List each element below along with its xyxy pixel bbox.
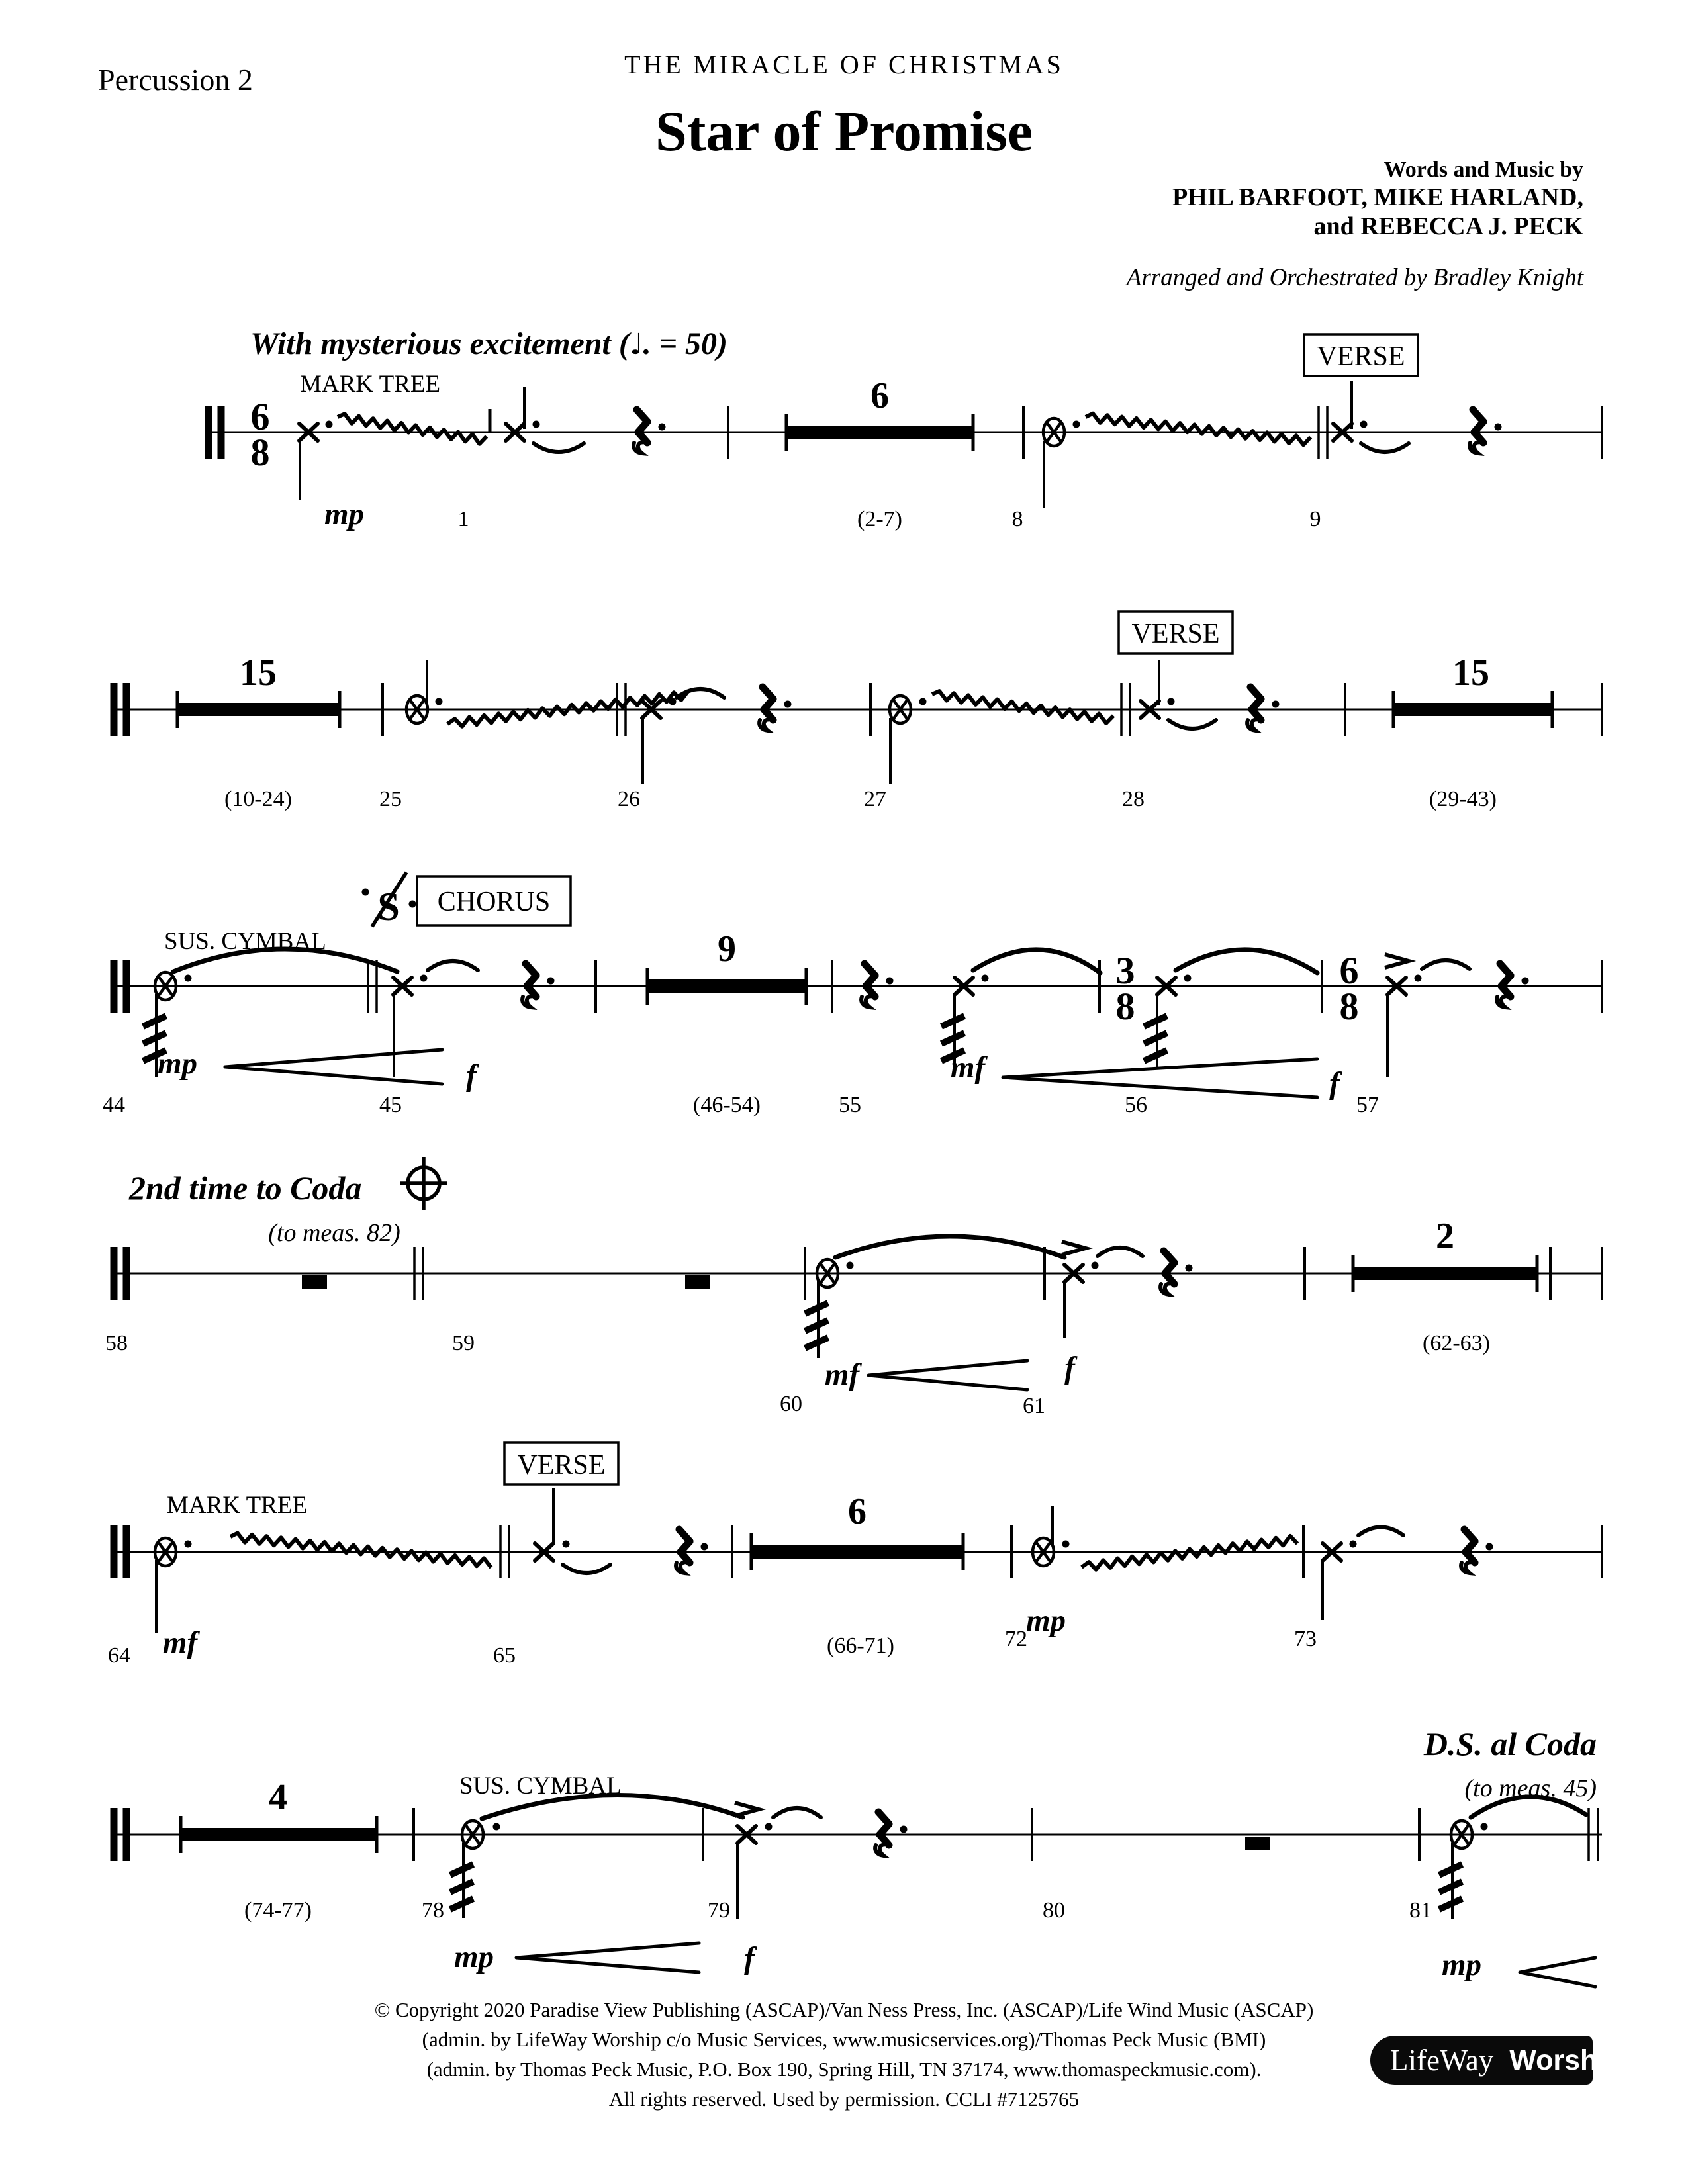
accent-mark [1062, 1242, 1086, 1255]
verse-label: VERSE [1317, 341, 1405, 372]
tremolo-slash [450, 1864, 473, 1875]
measure-58 [105, 1275, 327, 1355]
measure-number: 78 [422, 1898, 444, 1923]
measure-9 [1310, 381, 1502, 531]
crescendo-hairpin [1520, 1958, 1595, 1987]
multirest-bar [751, 1545, 963, 1559]
verse-label: VERSE [1131, 619, 1220, 649]
multirest-2-7 [786, 375, 973, 531]
roll-tie [973, 950, 1100, 973]
gliss-wavy-line [932, 691, 1113, 723]
copyright-line: (admin. by LifeWay Worship c/o Music Services, www.musicservices.org)/Thomas Peck Music (BMI) [422, 2028, 1266, 2051]
measure-number: 79 [708, 1898, 730, 1923]
multirest-count: 15 [240, 653, 277, 694]
second-time-to-coda: 2nd time to Coda [129, 1169, 362, 1206]
song-title: Star of Promise [655, 99, 1033, 163]
lv-tie [428, 961, 478, 970]
time-signature-top: 6 [250, 395, 270, 438]
augmentation-dot [493, 1823, 500, 1831]
measure-number: 60 [780, 1392, 802, 1416]
measure-number: 65 [493, 1643, 516, 1668]
quarter-note-icon: ♩ [629, 328, 643, 361]
logo-lifeway: LifeWay [1390, 2044, 1494, 2077]
lv-tie [1098, 1248, 1143, 1256]
measure-78 [422, 1795, 743, 1974]
instrument-label-sus-cymbal: SUS. CYMBAL [459, 1772, 622, 1799]
dynamic-mp: mp [324, 497, 365, 531]
dynamic-f: f [1064, 1351, 1075, 1385]
augmentation-dot [1092, 1262, 1099, 1269]
tempo-value: . = 50) [643, 326, 727, 361]
tremolo-slash [1439, 1899, 1462, 1909]
multirest-range: (10-24) [224, 787, 292, 811]
multirest-count: 6 [870, 375, 889, 416]
augmentation-dot [1481, 1823, 1488, 1831]
time-signature-bottom: 8 [1339, 985, 1359, 1028]
tremolo-slash [1439, 1864, 1462, 1875]
multirest-range: (29-43) [1429, 787, 1497, 811]
measure-number: 9 [1309, 507, 1321, 531]
augmentation-dot [982, 975, 989, 982]
lv-tie [1422, 960, 1470, 969]
system-1 [205, 334, 1602, 531]
roll-tie [835, 1236, 1064, 1257]
accent-mark [735, 1803, 759, 1816]
rest-dot [1486, 1543, 1493, 1551]
measure-number: 72 [1005, 1627, 1027, 1651]
measure-80 [1043, 1837, 1270, 1923]
augmentation-dot [1168, 698, 1175, 705]
multirest-bar [181, 1828, 377, 1841]
tremolo-slash [143, 1016, 166, 1026]
rest-dot [1495, 424, 1502, 431]
augmentation-dot [1360, 421, 1368, 428]
multirest-range: (46-54) [693, 1093, 761, 1117]
rest-dot [1186, 1265, 1193, 1272]
measure-number: 61 [1023, 1394, 1045, 1418]
rest-dot [784, 701, 792, 708]
dynamic-mp: mp [157, 1046, 198, 1081]
time-signature-bottom: 8 [250, 431, 270, 474]
tremolo-slash [941, 1016, 964, 1026]
multirest-66-71 [751, 1491, 963, 1658]
part-name: Percussion 2 [98, 63, 253, 97]
measure-65 [493, 1488, 708, 1668]
augmentation-dot [847, 1262, 854, 1269]
accent-mark [1385, 954, 1409, 968]
gliss-wavy-line [338, 414, 487, 444]
chorus-box [417, 876, 571, 925]
copyright-line: All rights reserved. Used by permission. CCLI #7125765 [608, 2087, 1080, 2111]
measure-number: 80 [1043, 1898, 1065, 1923]
measure-56 [1003, 950, 1317, 1117]
tremolo-slash [1144, 1016, 1167, 1026]
multirest-bar [647, 979, 806, 993]
crescendo-hairpin [225, 1050, 442, 1084]
verse-box [1119, 612, 1233, 653]
measure-number: 59 [452, 1331, 475, 1355]
multirest-count: 15 [1452, 653, 1489, 694]
dynamic-f: f [1329, 1066, 1340, 1101]
system-2 [111, 612, 1602, 811]
augmentation-dot [563, 1541, 570, 1548]
multirest-bar [177, 703, 340, 716]
system-5 [108, 1443, 1602, 1668]
lifeway-worship-logo [1370, 2036, 1623, 2085]
measure-number: 27 [864, 787, 886, 811]
credit-names-2: and REBECCA J. PECK [1313, 212, 1583, 240]
measure-number: 26 [618, 787, 640, 811]
roll-tie [1176, 950, 1317, 973]
measure-59 [452, 1275, 710, 1355]
time-signature-bottom: 8 [1115, 985, 1135, 1028]
augmentation-dot [185, 975, 192, 982]
whole-bar-rest [302, 1275, 327, 1289]
copyright-line: © Copyright 2020 Paradise View Publishing (ASCAP)/Van Ness Press, Inc. (ASCAP)/Life Wind Music (ASCAP) [374, 1998, 1314, 2021]
multirest-range: (2-7) [857, 507, 902, 531]
multirest-range: (66-71) [827, 1633, 894, 1658]
measure-8 [1012, 414, 1311, 531]
crescendo-hairpin [516, 1943, 699, 1972]
augmentation-dot [1062, 1541, 1070, 1548]
verse-box [504, 1443, 618, 1484]
measure-number: 64 [108, 1643, 130, 1668]
lv-tie [773, 1808, 821, 1817]
rest-dot [900, 1826, 908, 1833]
dynamic-f: f [744, 1941, 755, 1976]
tremolo-slash [805, 1303, 828, 1314]
measure-number: 57 [1356, 1093, 1379, 1117]
tremolo-slash [805, 1338, 828, 1348]
multirest-count: 9 [718, 929, 736, 970]
verse-label: VERSE [517, 1450, 606, 1480]
ds-target: (to meas. 45) [1464, 1774, 1597, 1802]
measure-55 [839, 950, 1100, 1117]
segno-sign [362, 872, 416, 929]
measure-45 [379, 961, 555, 1117]
rest-dot [701, 1543, 708, 1551]
measure-number: 73 [1294, 1627, 1317, 1651]
measure-number: 55 [839, 1093, 861, 1117]
measure-number: 25 [379, 787, 402, 811]
instrument-label-sus-cymbal: SUS. CYMBAL [164, 928, 326, 955]
tremolo-slash [1144, 1050, 1167, 1061]
rest-dot [886, 978, 894, 985]
copyright-line: (admin. by Thomas Peck Music, P.O. Box 190, Spring Hill, TN 37174, www.thomaspeckmusic.com). [426, 2058, 1262, 2081]
system-6 [111, 1725, 1602, 1987]
measure-72 [1005, 1506, 1297, 1651]
gliss-wavy-line [230, 1533, 491, 1568]
multirest-bar [1353, 1267, 1537, 1280]
gliss-wavy-line [1086, 414, 1311, 445]
augmentation-dot [1184, 975, 1192, 982]
rest-dot [1522, 978, 1529, 985]
collection-title: THE MIRACLE OF CHRISTMAS [624, 50, 1064, 79]
measure-73 [1294, 1527, 1493, 1652]
augmentation-dot [669, 698, 677, 705]
measure-1 [299, 387, 666, 531]
augmentation-dot [420, 975, 428, 982]
segno-letter: S [377, 885, 400, 929]
dynamic-f: f [466, 1058, 477, 1093]
measure-81 [1409, 1797, 1595, 1987]
multirest-count: 2 [1436, 1216, 1454, 1257]
multirest-count: 6 [848, 1491, 867, 1532]
measure-61 [1023, 1242, 1193, 1418]
multirest-29-43 [1393, 653, 1552, 811]
rest-dot [1272, 701, 1280, 708]
crescendo-hairpin [868, 1361, 1027, 1390]
augmentation-dot [919, 698, 927, 705]
credit-names-1: PHIL BARFOOT, MIKE HARLAND, [1172, 183, 1583, 211]
measure-number: 45 [379, 1093, 402, 1117]
dynamic-mp: mp [1025, 1604, 1066, 1638]
lv-tie [563, 1565, 610, 1573]
system-3 [103, 872, 1602, 1117]
multirest-bar [786, 426, 973, 439]
instrument-label-mark-tree: MARK TREE [167, 1492, 308, 1519]
multirest-range: (74-77) [244, 1898, 312, 1923]
measure-number: 1 [457, 507, 469, 531]
coda-target: (to meas. 82) [268, 1219, 400, 1247]
measure-60 [780, 1236, 1064, 1416]
measure-64 [108, 1533, 491, 1668]
chorus-label: CHORUS [437, 887, 551, 917]
crescendo-hairpin [1003, 1059, 1317, 1097]
measure-number: 58 [105, 1331, 128, 1355]
system-4 [105, 1157, 1602, 1418]
measure-57 [1356, 954, 1529, 1117]
measure-26 [618, 687, 792, 811]
time-signature-top: 6 [1339, 949, 1359, 992]
dynamic-mf: mf [824, 1357, 860, 1392]
dynamic-mp: mp [1441, 1948, 1482, 1982]
logo-worship: Worship [1509, 2044, 1623, 2076]
multirest-count: 4 [269, 1777, 287, 1818]
measure-number: 28 [1122, 787, 1145, 811]
tremolo-slash [941, 1033, 964, 1044]
measure-number: 81 [1409, 1898, 1432, 1923]
measure-number: 56 [1125, 1093, 1147, 1117]
credit-intro: Words and Music by [1383, 158, 1583, 182]
coda-sign [400, 1157, 447, 1210]
lv-tie [1358, 1527, 1403, 1536]
augmentation-dot [1350, 1541, 1357, 1548]
tempo-text: With mysterious excitement ( [250, 326, 630, 361]
measure-number: 44 [103, 1093, 125, 1117]
rest-dot [659, 424, 666, 431]
whole-bar-rest [685, 1275, 710, 1289]
augmentation-dot [436, 698, 443, 705]
dynamic-mp: mp [453, 1940, 494, 1974]
dynamic-mf: mf [950, 1050, 986, 1085]
tremolo-slash [805, 1320, 828, 1331]
tremolo-slash [1439, 1882, 1462, 1892]
verse-box [1304, 334, 1418, 376]
multirest-bar [1393, 703, 1552, 716]
time-signature-top: 3 [1115, 949, 1135, 992]
tremolo-slash [450, 1882, 473, 1892]
segno-dot [409, 901, 416, 908]
multirest-10-24 [177, 653, 340, 811]
measure-79 [708, 1803, 908, 1976]
augmentation-dot [185, 1541, 192, 1548]
ds-al-coda: D.S. al Coda [1423, 1725, 1597, 1762]
arranger-credit: Arranged and Orchestrated by Bradley Knight [1126, 264, 1583, 291]
segno-dot [362, 889, 369, 896]
tremolo-slash [143, 1033, 166, 1044]
lv-tie [1168, 720, 1216, 729]
tremolo-slash [450, 1899, 473, 1909]
augmentation-dot [1415, 975, 1422, 982]
measure-number: 8 [1011, 507, 1023, 531]
augmentation-dot [765, 1823, 773, 1831]
dynamic-mf: mf [162, 1625, 198, 1660]
tremolo-slash [1144, 1033, 1167, 1044]
multirest-range: (62-63) [1423, 1331, 1490, 1355]
multirest-74-77 [181, 1777, 377, 1923]
lv-tie [1361, 443, 1409, 452]
augmentation-dot [326, 421, 333, 428]
augmentation-dot [533, 421, 540, 428]
multirest-62-63 [1353, 1216, 1537, 1355]
instrument-label-mark-tree: MARK TREE [300, 371, 441, 398]
whole-bar-rest [1245, 1837, 1270, 1850]
measure-28 [1122, 660, 1280, 811]
augmentation-dot [1073, 421, 1080, 428]
lv-tie [534, 443, 584, 452]
multirest-46-54 [647, 929, 806, 1117]
rest-dot [547, 978, 555, 985]
